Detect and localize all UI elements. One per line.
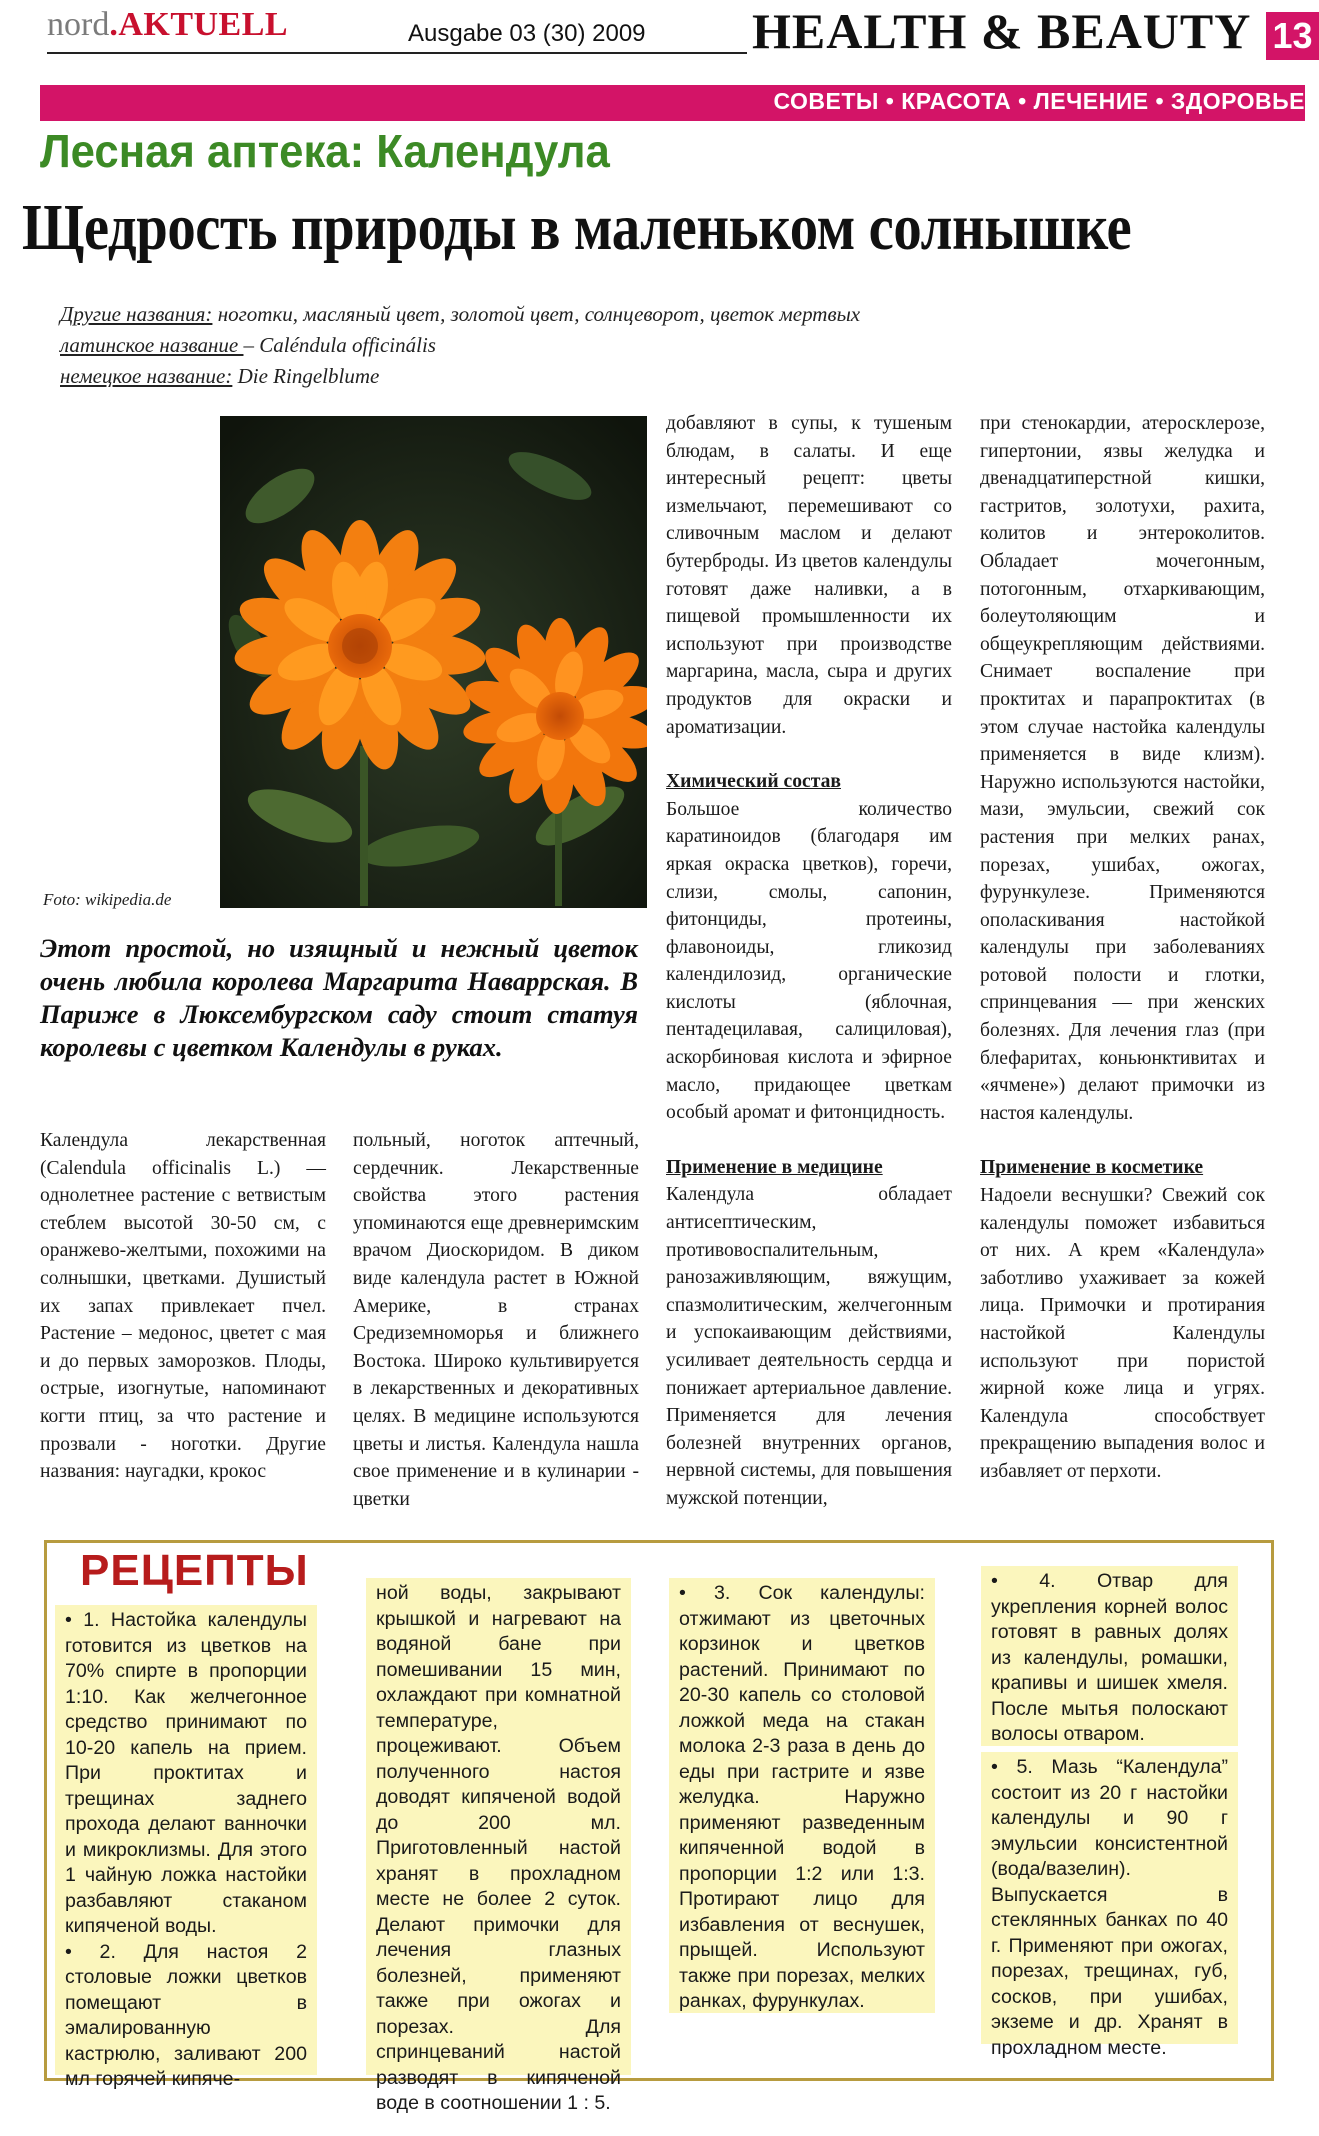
subheading-chemistry: Химический состав: [666, 771, 841, 793]
article-kicker: Лесная аптека: Календула: [40, 125, 610, 177]
recipe-4: • 4. Отвар для укрепления корней волос готовят в равных долях из календулы, ромашки, крапивы и шишек хмеля. После мытья полоскают волосы отваром.: [991, 1570, 1228, 1745]
subheading-cosmetics: Применение в косметике: [980, 1157, 1204, 1179]
brand-bold: AKTUELL: [118, 6, 289, 43]
recipe-1: • 1. Настойка календулы готовится из цветков на 70% спирте в пропорции 1:10. Как желчегонное средство принимают по 10-20 капель на прием. При проктитах и трещинах заднего прохода делают ванночки и микроклизмы. Для этого 1 чайную ложка настойки разбавляют стаканом кипяченой воды.: [65, 1609, 307, 1937]
photo-credit: Foto: wikipedia.de: [43, 890, 172, 909]
issue-number: Ausgabe 03 (30) 2009: [408, 20, 646, 47]
recipe-2-cont: ной воды, закрывают крышкой и нагревают на водяной бане при помешивании 15 мин, охлаждают при комнатной температуре, процеживают. Объем полученного настоя доводят кипяченой водой до 200 мл. Приготовленный настой хранят в прохладном месте не более 2 суток. Делают примочки для лечения глазных болезней, применяют также при ожогах и порезах. Для спринцеваний настой разводят в кипяченой воде в соотношении 1 : 5.: [376, 1582, 621, 2114]
paragraph: польный, ноготок аптечный, сердечник. Лекарственные свойства этого растения упоминаются еще древнеримским врачом Диоскоридом. В диком виде календула растет в Южной Америке, в странах Средиземноморья и ближнего Востока. Широко культивируется в лекарственных и декоративных целях. В медицине используются цветы и листья. Календула нашла свое применение и в кулинарии - цветки: [353, 1130, 639, 1510]
recipe-3-box: [669, 1578, 935, 2013]
recipe-4-box: [981, 1566, 1238, 1746]
recipe-2-box: [366, 1578, 631, 2114]
body-column-3: [666, 410, 952, 1513]
body-column-2: [353, 1127, 639, 1513]
paragraph: Надоели веснушки? Свежий сок календулы поможет избавиться от них. А крем «Календула» заботливо ухаживает за кожей лица. Примочки и протирания настойкой Календулы используют при пористой жирной коже лица и угрях. Календула способствует прекращению выпадения волос и избавляет от перхоти.: [980, 1185, 1265, 1482]
body-column-4: [980, 410, 1265, 1486]
meta-value: ноготки, масляный цвет, золотой цвет, солнцеворот, цветок мертвых: [212, 302, 861, 326]
meta-latin-name: [60, 333, 436, 358]
recipe-1-box: [55, 1605, 317, 2090]
header-rule: [47, 52, 747, 54]
paragraph: при стенокардии, атеросклерозе, гипертонии, язвы желудка и двенадцатиперстной кишки, гастритов, золотухи, рахита, колитов и энтероколитов. Обладает мочегонным, потогонным, отхаркивающим, болеутоляющим и общеукрепляющим действиями. Снимает воспаление при проктитах и парапроктитах (в этом случае настойка календулы применяется в виде клизм). Наружно используются настойки, мази, эмульсии, свежий сок растения при мелких ранах, порезах, ушибах, ожогах, фурункулезе. Применяются ополаскивания настойкой календулы при заболеваниях ротовой полости и глотки, спринцевания — при женских болезнях. Для лечения глаз (при блефаритах, коньюнктивитах и «ячмене») делают примочки из настоя календулы.: [980, 413, 1265, 1124]
calendula-photo: [220, 416, 647, 908]
brand-dot: .: [109, 6, 119, 43]
meta-label: Другие названия:: [60, 302, 213, 326]
paragraph: Календула обладает антисептическим, противовоспалительным, ранозаживляющим, вяжущим, спазмолитическим, желчегонным и успокаивающим действиями, усиливает деятельность сердца и понижает артериальное давление. Применяется для лечения болезней внутренних органов, нервной системы, для повышения мужской потенции,: [666, 1184, 952, 1509]
meta-label: латинское название: [60, 333, 244, 357]
meta-other-names: [60, 302, 860, 327]
meta-german-name: [60, 364, 379, 389]
subheading-medicine: Применение в медицине: [666, 1156, 883, 1178]
recipe-5: • 5. Мазь “Календула” состоит из 20 г настойки календулы и 90 г эмульсии консистентной (вода/вазелин). Выпускается в стеклянных банках по 40 г. Применяют при ожогах, порезах, трещинах, губ, сосков, при ушибах, экземе и др. Хранят в прохладном месте.: [991, 1756, 1228, 2059]
page-number: 13: [1266, 12, 1319, 60]
recipes-title: РЕЦЕПТЫ: [80, 1546, 309, 1595]
tagline: СОВЕТЫ • КРАСОТА • ЛЕЧЕНИЕ • ЗДОРОВЬЕ: [773, 88, 1305, 114]
recipe-5-box: [981, 1752, 1238, 2059]
calendula-flower-illustration: [220, 416, 647, 908]
article-lead: Этот простой, но изящный и нежный цветок очень любила королева Маргарита Наваррская. В Париже в Люксембургском саду стоит статуя королевы с цветком Календулы в руках.: [40, 933, 638, 1062]
masthead-brand: [47, 6, 288, 44]
meta-value: – Caléndula officinális: [243, 333, 436, 357]
paragraph: добавляют в супы, к тушеным блюдам, в салаты. И еще интересный рецепт: цветы измельчают, перемешивают со сливочным маслом и делают бутерброды. Из цветов календулы готовят даже наливки, а в пищевой промышленности их используют при производстве маргарина, масла, сыра и других продуктов для окраски и ароматизации.: [666, 413, 952, 738]
brand-light: nord: [47, 6, 110, 43]
body-column-1: [40, 1127, 326, 1486]
meta-label: немецкое название:: [60, 364, 233, 388]
recipe-3: • 3. Сок календулы: отжимают из цветочных корзинок и цветков растений. Принимают по 20-30 капель со столовой ложкой меда на стакан молока 2-3 раза в день до еды при гастрите и язве желудка. Наружно применяют разведенным кипяченной водой в пропорции 1:2 или 1:3. Протирают лицо для избавления от веснушек, прыщей. Используют также при порезах, мелких ранках, фурункулах.: [679, 1582, 925, 2012]
meta-value: Die Ringelblume: [232, 364, 380, 388]
recipe-2-start: • 2. Для настоя 2 столовые ложки цветков помещают в эмалированную кастрюлю, заливают 200 мл горячей кипяче-: [65, 1940, 307, 2090]
section-title: HEALTH & BEAUTY: [752, 3, 1252, 59]
paragraph: Большое количество каратиноидов (благодаря им яркая окраска цветков), горечи, слизи, смолы, сапонин, фитонциды, протеины, флавоноиды, гликозид календилозид, органические кислоты (яблочная, пентадецилавая, салициловая), аскорбиновая кислота и эфирное масло, придающее цветкам особый аромат и фитонцидность.: [666, 798, 952, 1124]
paragraph: Календула лекарственная (Calendula officinalis L.) — однолетнее растение с ветвистым стеблем высотой 30-50 см, с оранжево-желтыми, похожими на солнышки, цветками. Душистый их запах привлекает пчел. Растение – медонос, цветет с мая и до первых заморозков. Плоды, острые, изогнутые, напоминают когти птиц, за что растение и прозвали - ноготки. Другие названия: наугадки, крокос: [40, 1130, 326, 1483]
article-headline: Щедрость природы в маленьком солнышке: [22, 191, 1132, 264]
